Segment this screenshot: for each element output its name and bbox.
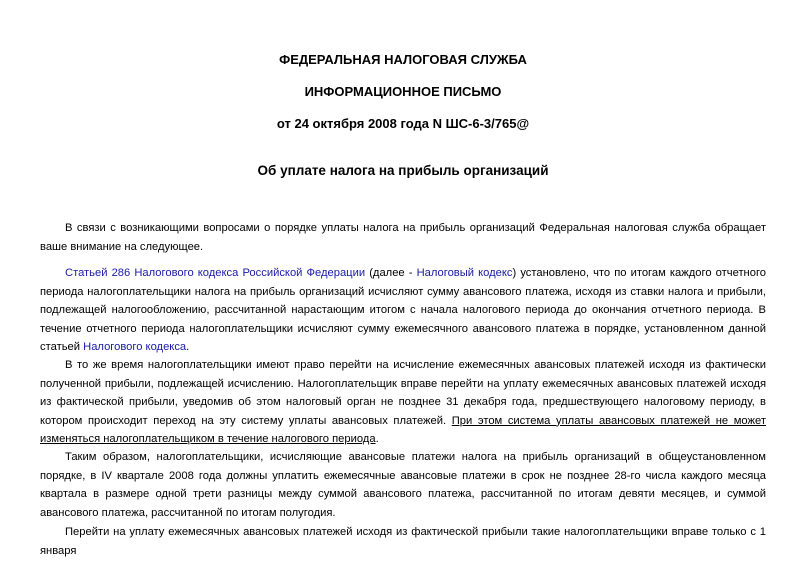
paragraph-text: . bbox=[375, 433, 379, 446]
link-tax-code-2[interactable]: Налогового кодекса bbox=[83, 341, 187, 354]
paragraph-text: Перейти на уплату ежемесячных авансовых платежей исходя из фактической прибыли такие налогоплательщики вправе только с 1 января bbox=[40, 526, 766, 557]
paragraph-text: В связи с возникающими вопросами о порядке уплаты налога на прибыль организаций Федеральная налоговая служба обращает ваше внимание на следующее. bbox=[40, 222, 766, 253]
paragraph-text: ) установлено, что по итогам каждого отчетного периода налогоплательщики налога на прибыль организаций исчисляют сумму авансового платежа, исходя из ставки налога и прибыли, подлежащей налогообложению, рассчитанной нарастающим итогом с начала налогового периода до окончания отчетного периода. В течение отчетного периода налогоплательщики исчисляют сумму ежемесячного авансового платежа в порядке, установленном данной статьей bbox=[40, 267, 767, 354]
document-type: ИНФОРМАЦИОННОЕ ПИСЬМО bbox=[304, 84, 502, 99]
document-subject: Об уплате налога на прибыль организаций bbox=[257, 163, 549, 178]
paragraph-text: . bbox=[186, 341, 190, 354]
paragraph-intro bbox=[40, 219, 766, 256]
paragraph-text: В то же время налогоплательщики имеют право перейти на исчисление ежемесячных авансовых платежей исходя из фактически полученной прибыли, подлежащей исчислению. Налогоплательщик вправе перейти на уплату ежемесячных авансовых платежей исходя из фактической прибыли, уведомив об этом налоговый орган не позднее 31 декабря года, предшествующего налоговому периоду, в котором происходит переход на эту систему уплаты авансовых платежей. bbox=[40, 359, 766, 427]
underlined-text: При этом система уплаты авансовых платежей не может изменяться налогоплательщиком в течение налогового периода bbox=[40, 414, 766, 446]
paragraph-article-286 bbox=[40, 264, 766, 357]
paragraph-conclusion bbox=[40, 448, 766, 522]
agency-title: ФЕДЕРАЛЬНАЯ НАЛОГОВАЯ СЛУЖБА bbox=[279, 52, 527, 67]
link-tax-code[interactable]: Налоговый кодекс bbox=[416, 267, 513, 280]
document-number: от 24 октября 2008 года N ШС-6-3/765@ bbox=[276, 116, 530, 131]
paragraph-actual-profit bbox=[40, 356, 766, 449]
paragraph-transition bbox=[40, 523, 766, 560]
paragraph-text: (далее - bbox=[365, 267, 417, 280]
link-article-286[interactable]: Статьей 286 Налогового кодекса Российской Федерации bbox=[65, 267, 366, 280]
paragraph-text: Таким образом, налогоплательщики, исчисляющие авансовые платежи налога на прибыль организаций в общеустановленном порядке, в IV квартале 2008 года должны уплатить ежемесячные авансовые платежи в срок не позднее 28-го числа каждого месяца квартала в размере одной трети разницы между суммой авансового платежа, рассчитанной по итогам девяти месяцев, и суммой авансового платежа, рассчитанной по итогам полугодия. bbox=[40, 451, 766, 519]
